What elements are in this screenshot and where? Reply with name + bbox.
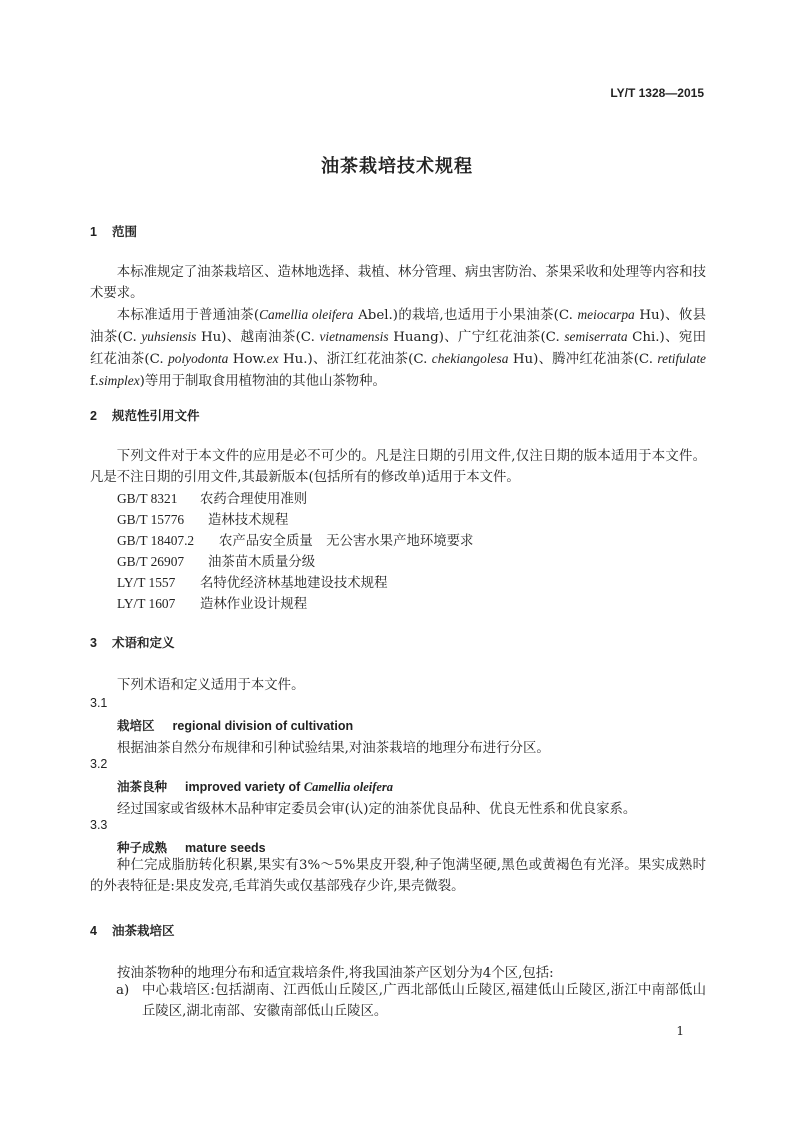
section-title: 规范性引用文件: [112, 408, 200, 423]
reference-item: GB/T 18407.2 农产品安全质量 无公害水果产地环境要求: [117, 533, 474, 549]
section-number: 4: [90, 924, 97, 938]
section-1-heading: [90, 222, 137, 240]
list-text: 中心栽培区:包括湖南、江西低山丘陵区,广西北部低山丘陵区,福建低山丘陵区,浙江中南部低山丘陵区,湖北南部、安徽南部低山丘陵区。: [142, 983, 706, 1019]
document-title: 油茶栽培技术规程: [321, 156, 473, 177]
section-title: 术语和定义: [112, 635, 175, 650]
section-4-heading: [90, 921, 175, 939]
term-heading: 油茶良种 improved variety of Camellia oleifera: [117, 779, 394, 794]
region-intro: 按油茶物种的地理分布和适宜栽培条件,将我国油茶产区划分为4个区,包括:: [117, 966, 554, 981]
section-2-heading: [90, 406, 200, 424]
section-number: 3: [90, 636, 97, 650]
page-number: 1: [676, 1024, 684, 1038]
reference-item: GB/T 15776 造林技术规程: [117, 512, 289, 528]
reference-item: GB/T 8321 农药合理使用准则: [117, 491, 308, 507]
section-number: 1: [90, 225, 97, 239]
term-definition: 种仁完成脂肪转化积累,果实有3%～5%果皮开裂,种子饱满坚硬,黑色或黄褐色有光泽。果实成熟时的外表特征是:果皮发亮,毛茸消失或仅基部残存少许,果壳微裂。: [90, 858, 706, 894]
reference-item: GB/T 26907 油茶苗木质量分级: [117, 554, 316, 570]
scope-paragraph-1: 本标准规定了油茶栽培区、造林地选择、栽植、林分管理、病虫害防治、茶果采收和处理等内容和技术要求。: [90, 265, 706, 301]
reference-item: LY/T 1607 造林作业设计规程: [117, 596, 308, 612]
section-title: 油茶栽培区: [112, 923, 175, 938]
reference-item: LY/T 1557 名特优经济林基地建设技术规程: [117, 575, 388, 591]
term-definition: 经过国家或省级林木品种审定委员会审(认)定的油茶优良品种、优良无性系和优良家系。: [117, 802, 637, 817]
section-number: 2: [90, 409, 97, 423]
list-label: a): [116, 983, 130, 998]
section-3-heading: [90, 633, 175, 651]
term-number: 3.3: [90, 818, 108, 832]
standard-number: LY/T 1328—2015: [610, 86, 704, 100]
list-item: [116, 980, 706, 1022]
normative-intro: 下列文件对于本文件的应用是必不可少的。凡是注日期的引用文件,仅注日期的版本适用于本文件。凡是不注日期的引用文件,其最新版本(包括所有的修改单)适用于本文件。: [90, 449, 706, 485]
term-number: 3.1: [90, 696, 108, 710]
term-number: 3.2: [90, 757, 108, 771]
term-heading: 栽培区 regional division of cultivation: [117, 718, 354, 733]
section-title: 范围: [112, 224, 138, 239]
terms-intro: 下列术语和定义适用于本文件。: [117, 678, 305, 693]
scope-paragraph-2: 本标准适用于普通油茶(Camellia oleifera Abel.)的栽培,也适用于小果油茶(C. meiocarpa Hu)、攸县油茶(C. yuhsiensis Hu)、越南油茶(C. vietnamensis Huang)、广宁红花油茶(C. semiserrata Chi.)、宛田红花油茶(C. polyodonta How.ex Hu.)、浙江红花油茶(C. chekiangolesa Hu)、腾冲红花油茶(C. retifulate f.simplex)等用于制取食用植物油的其他山茶物种。: [90, 307, 707, 389]
term-definition: 根据油茶自然分布规律和引种试验结果,对油茶栽培的地理分布进行分区。: [117, 741, 550, 756]
term-heading: 种子成熟 mature seeds: [117, 840, 266, 855]
